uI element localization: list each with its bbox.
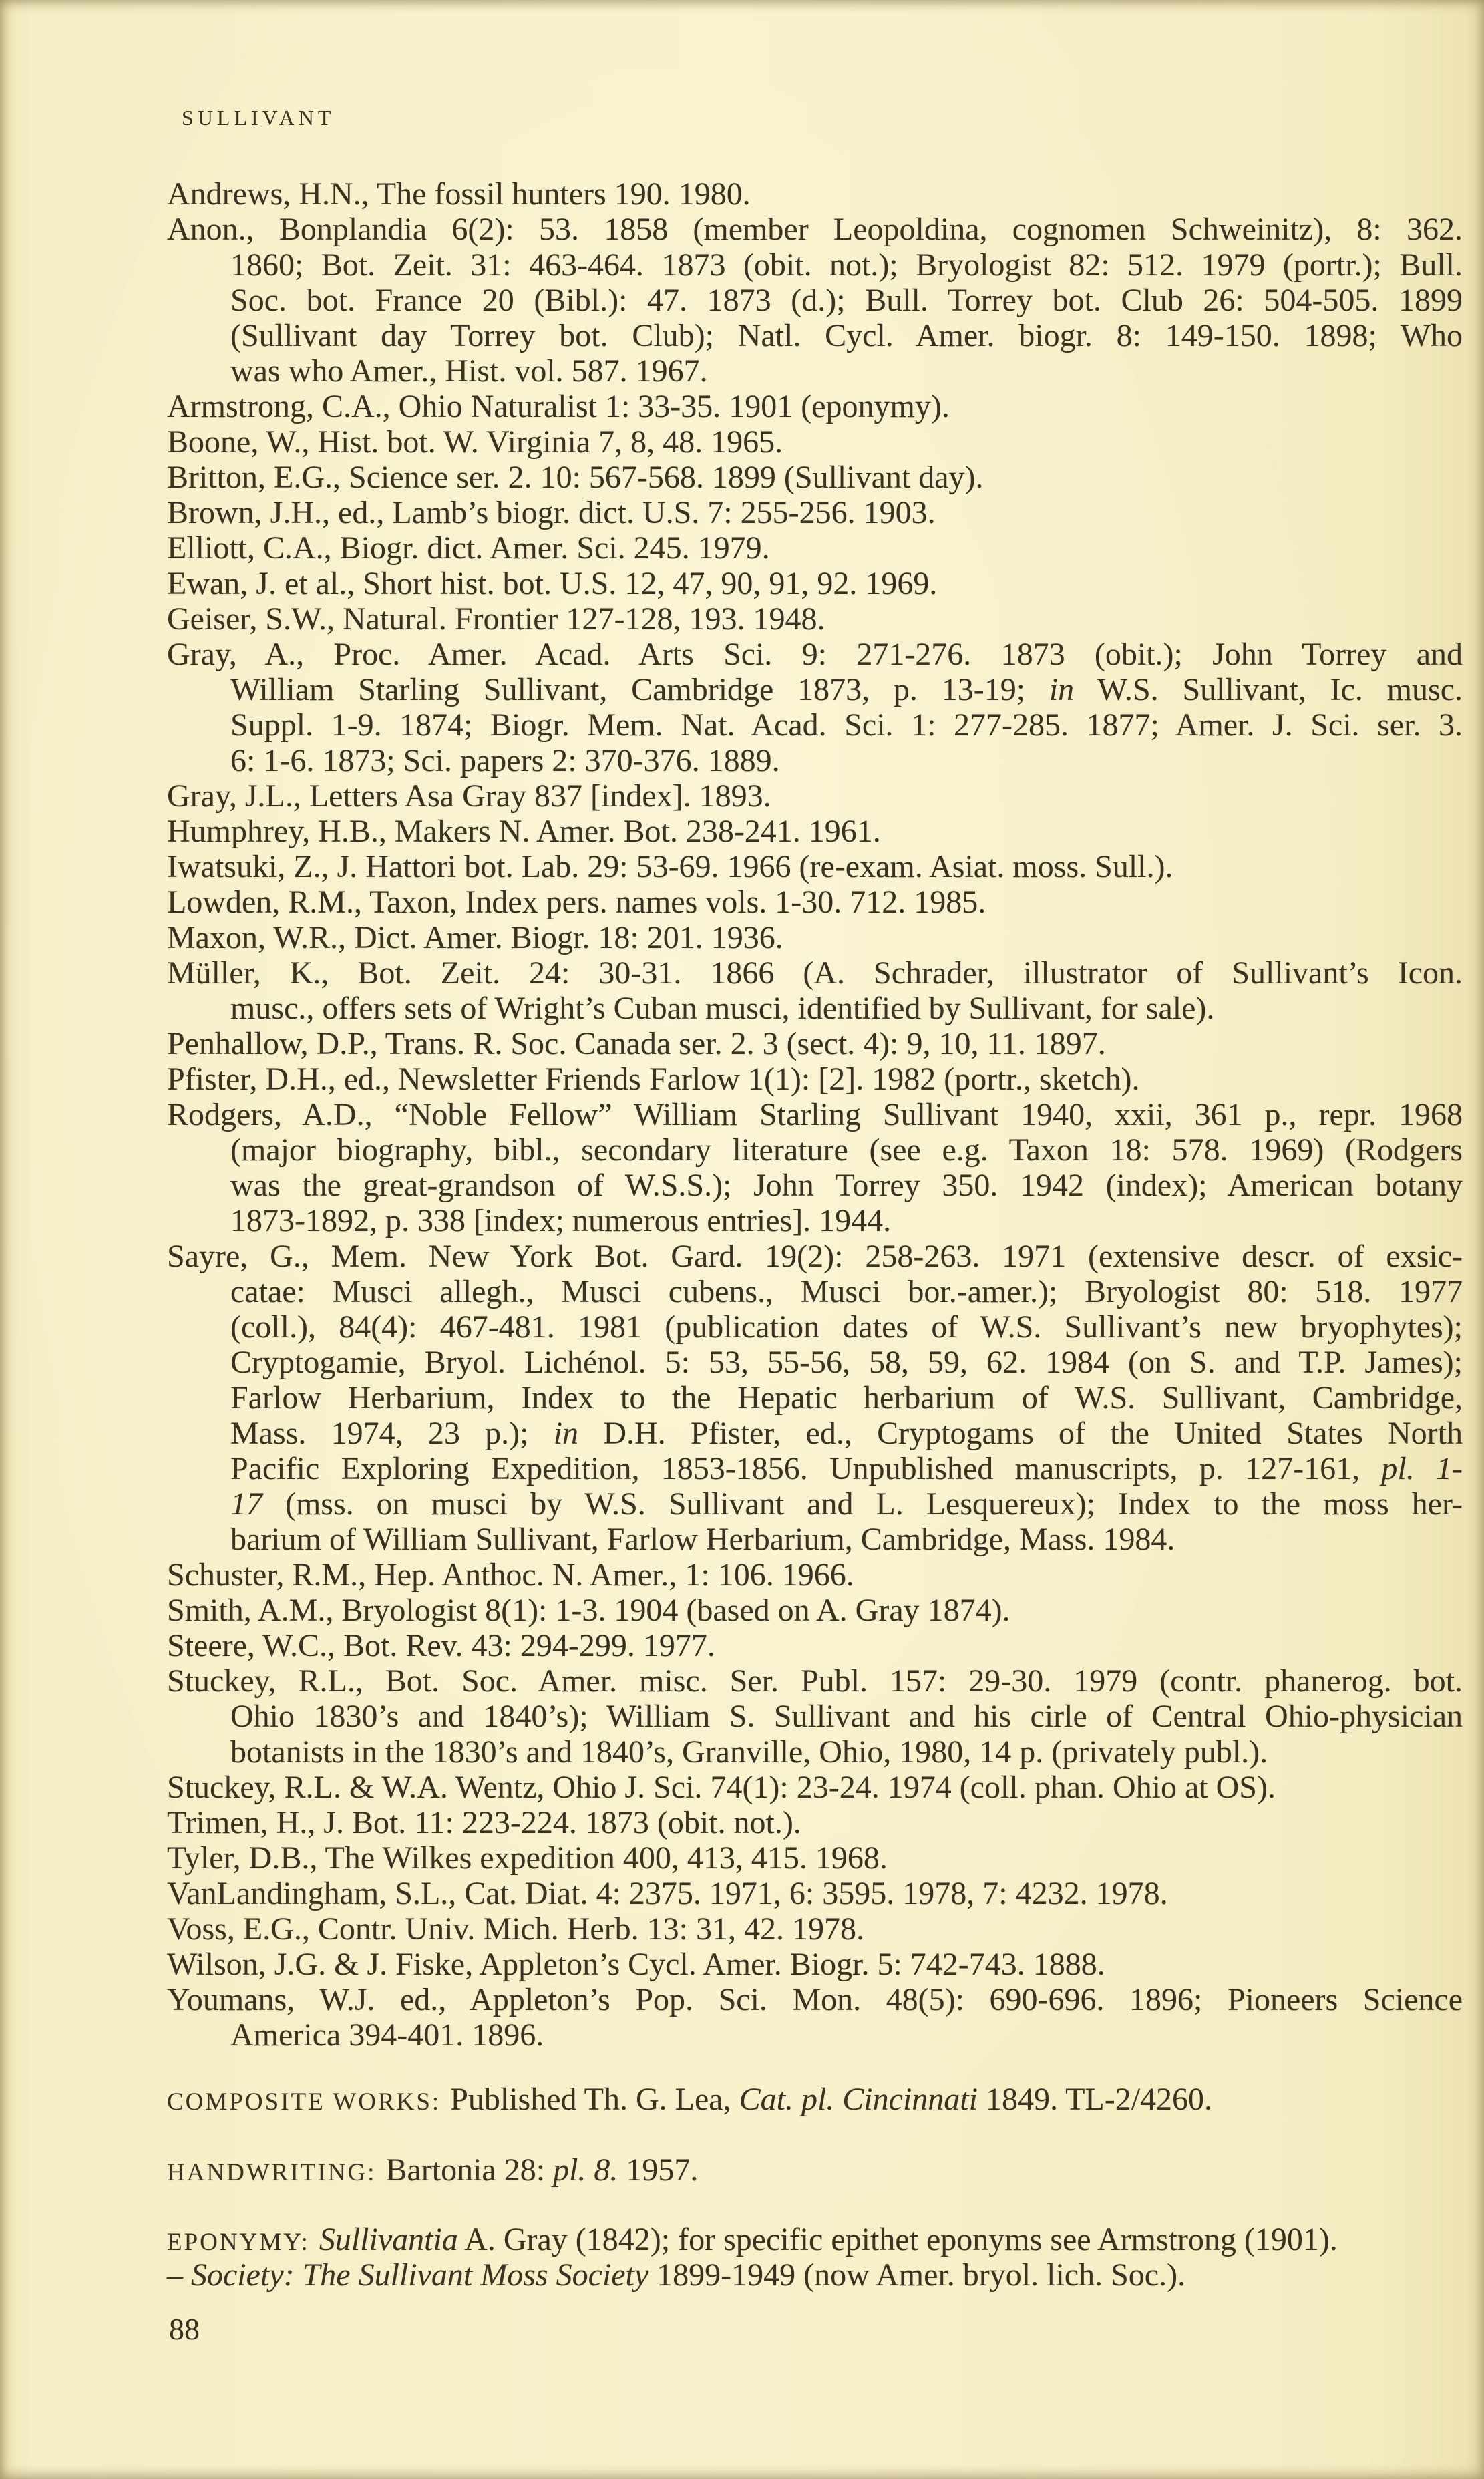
bib-line: VanLandingham, S.L., Cat. Diat. 4: 2375. 1971, 6: 3595. 1978, 7: 4232. 1978. <box>167 1876 1168 1911</box>
bib-line: Wilson, J.G. & J. Fiske, Appleton’s Cycl. Amer. Biogr. 5: 742-743. 1888. <box>167 1947 1105 1982</box>
bib-line: Brown, J.H., ed., Lamb’s biogr. dict. U.S. 7: 255-256. 1903. <box>167 495 936 530</box>
eponymy-section <box>167 2222 1463 2293</box>
bib-line: Boone, W., Hist. bot. W. Virginia 7, 8, 48. 1965. <box>167 424 783 460</box>
bib-line: Schuster, R.M., Hep. Anthoc. N. Amer., 1: 106. 1966. <box>167 1557 854 1593</box>
bib-line: Pfister, D.H., ed., Newsletter Friends Farlow 1(1): [2]. 1982 (portr., sketch). <box>167 1061 1140 1097</box>
bib-line <box>167 1416 1463 1451</box>
bib-line: Steere, W.C., Bot. Rev. 43: 294-299. 1977. <box>167 1628 715 1663</box>
running-head: SULLIVANT <box>182 106 335 130</box>
text-run: 1957. <box>618 2152 699 2188</box>
bib-line: Gray, J.L., Letters Asa Gray 837 [index]. 1893. <box>167 778 771 814</box>
text-run: 1849. TL-2/4260. <box>977 2082 1213 2117</box>
bib-line: was the great-grandson of W.S.S.); John Torrey 350. 1942 (index); American botany <box>230 1168 1463 1203</box>
bib-line: Suppl. 1-9. 1874; Biogr. Mem. Nat. Acad. Sci. 1: 277-285. 1877; Amer. J. Sci. ser. 3. <box>230 707 1463 743</box>
bib-line: Penhallow, D.P., Trans. R. Soc. Canada ser. 2. 3 (sect. 4): 9, 10, 11. 1897. <box>167 1026 1106 1061</box>
text-run: Published Th. G. Lea, <box>450 2082 739 2117</box>
bib-line: 6: 1-6. 1873; Sci. papers 2: 370-376. 1889. <box>230 743 780 778</box>
bib-line: was who Amer., Hist. vol. 587. 1967. <box>230 353 708 389</box>
bib-line: Sayre, G., Mem. New York Bot. Gard. 19(2): 258-263. 1971 (extensive descr. of exsic- <box>167 1238 1463 1274</box>
italic-text: pl. 1- <box>1381 1451 1463 1486</box>
eponymy-label: EPONYMY: <box>167 2228 310 2256</box>
eponymy-line-2 <box>167 2257 1463 2293</box>
italic-text: pl. 8. <box>553 2152 618 2188</box>
text-run: Pacific Exploring Expedition, 1853-1856. Unpublished manuscripts, p. 127-161, <box>230 1451 1382 1486</box>
bib-line: Stuckey, R.L. & W.A. Wentz, Ohio J. Sci. 74(1): 23-24. 1974 (coll. phan. Ohio at OS). <box>167 1770 1276 1805</box>
bibliography-list <box>167 176 1463 2053</box>
bib-line <box>167 672 1463 707</box>
bib-line: Tyler, D.B., The Wilkes expedition 400, 413, 415. 1968. <box>167 1840 888 1876</box>
bib-line: Soc. bot. France 20 (Bibl.): 47. 1873 (d.); Bull. Torrey bot. Club 26: 504-505. 1899 <box>230 283 1463 318</box>
handwriting-label: HANDWRITING: <box>167 2159 377 2186</box>
bib-line: (major biography, bibl., secondary literature (see e.g. Taxon 18: 578. 1969) (Rodgers <box>230 1132 1463 1168</box>
bib-line: Armstrong, C.A., Ohio Naturalist 1: 33-35. 1901 (eponymy). <box>167 389 950 424</box>
eponymy-text-2 <box>167 2257 1185 2293</box>
bib-line: Rodgers, A.D., “Noble Fellow” William Starling Sullivant 1940, xxii, 361 p., repr. 1968 <box>167 1097 1463 1132</box>
bib-line: Voss, E.G., Contr. Univ. Mich. Herb. 13: 31, 42. 1978. <box>167 1911 864 1947</box>
bib-line: Lowden, R.M., Taxon, Index pers. names vols. 1-30. 712. 1985. <box>167 884 986 920</box>
text-run: Bartonia 28: <box>385 2152 554 2188</box>
bib-line: Geiser, S.W., Natural. Frontier 127-128, 193. 1948. <box>167 601 825 637</box>
bib-line: (Sullivant day Torrey bot. Club); Natl. Cycl. Amer. biogr. 8: 149-150. 1898; Who <box>230 318 1463 353</box>
page-number: 88 <box>169 2312 200 2346</box>
composite-works-section <box>167 2082 1463 2120</box>
italic-text: Cat. pl. Cincinnati <box>739 2082 978 2117</box>
bib-line: Youmans, W.J. ed., Appleton’s Pop. Sci. Mon. 48(5): 690-696. 1896; Pioneers Science <box>167 1982 1463 2017</box>
bib-line: Farlow Herbarium, Index to the Hepatic herbarium of W.S. Sullivant, Cambridge, <box>230 1380 1463 1416</box>
bib-line: Iwatsuki, Z., J. Hattori bot. Lab. 29: 53-69. 1966 (re-exam. Asiat. moss. Sull.). <box>167 849 1173 884</box>
text-run: W.S. Sullivant, Ic. musc. <box>1074 672 1463 707</box>
text-run: William Starling Sullivant, Cambridge 1873, p. 13-19; <box>230 672 1049 707</box>
text-run: A. Gray (1842); for specific epithet eponyms see Armstrong (1901). <box>457 2222 1338 2257</box>
text-run: (mss. on musci by W.S. Sullivant and L. Lesquereux); Index to the moss her- <box>262 1486 1463 1522</box>
bib-line: Smith, A.M., Bryologist 8(1): 1-3. 1904 (based on A. Gray 1874). <box>167 1593 1010 1628</box>
bib-line: (coll.), 84(4): 467-481. 1981 (publication dates of W.S. Sullivant’s new bryophytes); <box>230 1309 1463 1345</box>
bib-line: Trimen, H., J. Bot. 11: 223-224. 1873 (obit. not.). <box>167 1805 801 1840</box>
handwriting-text <box>385 2152 698 2188</box>
bib-line: Anon., Bonplandia 6(2): 53. 1858 (member Leopoldina, cognomen Schweinitz), 8: 362. <box>167 212 1463 247</box>
text-run: 1899-1949 (now Amer. bryol. lich. Soc.). <box>648 2257 1186 2293</box>
italic-text: in <box>553 1416 579 1451</box>
bib-line: catae: Musci allegh., Musci cubens., Musci bor.-amer.); Bryologist 80: 518. 1977 <box>230 1274 1463 1309</box>
italic-text: Society: The Sullivant Moss Society <box>191 2257 649 2293</box>
handwriting-section <box>167 2152 1463 2190</box>
text-run: D.H. Pfister, ed., Cryptogams of the United States North <box>578 1416 1463 1451</box>
text-run: – <box>167 2257 191 2293</box>
bib-line: 1873-1892, p. 338 [index; numerous entries]. 1944. <box>230 1203 892 1238</box>
bib-line: Ohio 1830’s and 1840’s); William S. Sullivant and his cirle of Central Ohio-physician <box>230 1699 1463 1734</box>
italic-text: in <box>1049 672 1075 707</box>
composite-works-text <box>450 2082 1212 2117</box>
bib-line: botanists in the 1830’s and 1840’s, Granville, Ohio, 1980, 14 p. (privately publ.). <box>230 1734 1268 1770</box>
bib-line: Maxon, W.R., Dict. Amer. Biogr. 18: 201. 1936. <box>167 920 783 955</box>
bib-line: America 394-401. 1896. <box>230 2017 544 2053</box>
bib-line: 1860; Bot. Zeit. 31: 463-464. 1873 (obit. not.); Bryologist 82: 512. 1979 (portr.); Bull. <box>230 247 1463 283</box>
eponymy-line-1 <box>167 2222 1463 2257</box>
italic-text: Sullivantia <box>319 2222 458 2257</box>
italic-text: 17 <box>230 1486 262 1522</box>
bib-line: Britton, E.G., Science ser. 2. 10: 567-568. 1899 (Sullivant day). <box>167 460 984 495</box>
bib-line <box>167 1486 1463 1522</box>
bib-line: musc., offers sets of Wright’s Cuban musci, identified by Sullivant, for sale). <box>230 991 1215 1026</box>
bib-line: Humphrey, H.B., Makers N. Amer. Bot. 238-241. 1961. <box>167 814 881 849</box>
bib-line: Andrews, H.N., The fossil hunters 190. 1980. <box>167 176 751 212</box>
bib-line: Cryptogamie, Bryol. Lichénol. 5: 53, 55-56, 58, 59, 62. 1984 (on S. and T.P. James); <box>230 1345 1463 1380</box>
bib-line: Müller, K., Bot. Zeit. 24: 30-31. 1866 (A. Schrader, illustrator of Sullivant’s Icon. <box>167 955 1463 991</box>
bib-line <box>167 1451 1463 1486</box>
composite-works-label: COMPOSITE WORKS: <box>167 2088 441 2116</box>
bib-line: Gray, A., Proc. Amer. Acad. Arts Sci. 9: 271-276. 1873 (obit.); John Torrey and <box>167 637 1463 672</box>
bib-line: Ewan, J. et al., Short hist. bot. U.S. 12, 47, 90, 91, 92. 1969. <box>167 566 938 601</box>
text-run: Mass. 1974, 23 p.); <box>230 1416 554 1451</box>
bib-line: Elliott, C.A., Biogr. dict. Amer. Sci. 245. 1979. <box>167 530 770 566</box>
bib-line: Stuckey, R.L., Bot. Soc. Amer. misc. Ser. Publ. 157: 29-30. 1979 (contr. phanerog. bot. <box>167 1663 1463 1699</box>
bib-line: barium of William Sullivant, Farlow Herbarium, Cambridge, Mass. 1984. <box>230 1522 1175 1557</box>
eponymy-text-1 <box>319 2222 1338 2257</box>
